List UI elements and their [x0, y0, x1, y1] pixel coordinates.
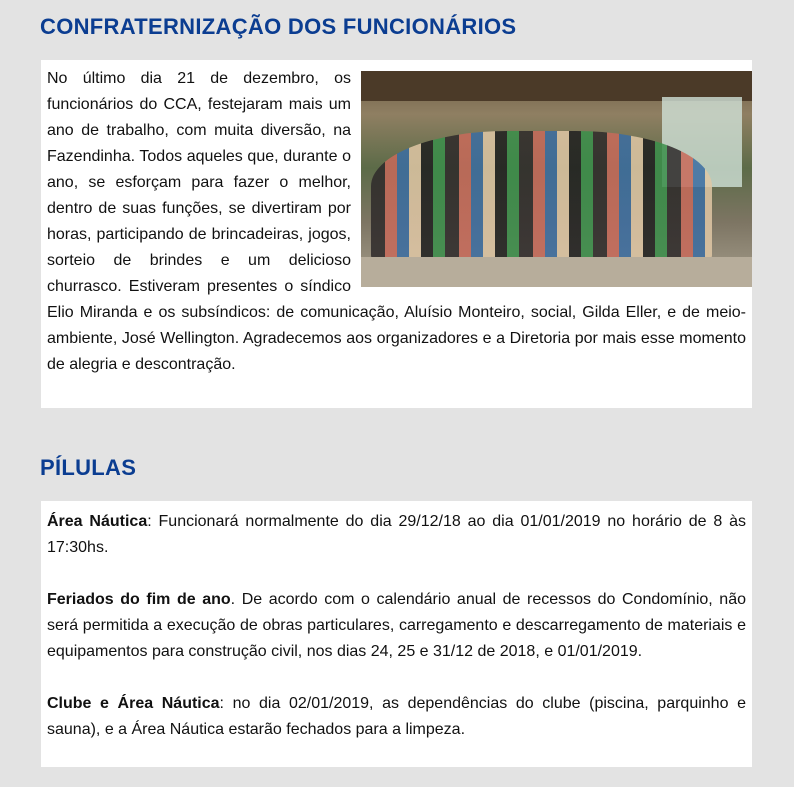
pilula-item: [47, 691, 746, 743]
pilulas-box: [41, 501, 752, 767]
group-photo: [361, 71, 752, 287]
article-text: No último dia 21 de dezembro, os funcionários do CCA, festejaram mais um ano de trabalho, com muita diversão, na Fazendinha. Todos aqueles que, durante o ano, se esforçam para fazer o melhor, dentro de suas funções, se divertiram por horas, participando de brincadeiras, jogos, sorteio de brindes e um delicioso churrasco. Estiveram presentes o síndico Elio Miranda e os subsíndicos: de comunicação, Aluísio Monteiro, social, Gilda Eller, e de meio-ambiente, José Wellington. Agradecemos aos organizadores e a Diretoria por mais esse momento de alegria e descontração.: [47, 70, 746, 373]
pilula-heading: Feriados do fim de ano: [47, 591, 231, 608]
section-title-confraternizacao: CONFRATERNIZAÇÃO DOS FUNCIONÁRIOS: [40, 14, 517, 39]
pilula-text: : no dia 02/01/2019, as dependências do clube (piscina, parquinho e sauna), e a Área Náutica estarão fechados para a limpeza.: [47, 695, 746, 738]
article-confraternizacao: [41, 60, 752, 408]
pilula-item: [47, 509, 746, 561]
pilula-heading: Área Náutica: [47, 513, 148, 530]
pilula-text: . De acordo com o calendário anual de recessos do Condomínio, não será permitida a execução de obras particulares, carregamento e descarregamento de materiais e equipamentos para construção civil, nos dias 24, 25 e 31/12 de 2018, e 01/01/2019.: [47, 591, 746, 660]
pilula-item: [47, 587, 746, 665]
pilula-text: : Funcionará normalmente do dia 29/12/18 ao dia 01/01/2019 no horário de 8 às 17:30hs.: [47, 513, 746, 556]
section-title-pilulas: PÍLULAS: [40, 455, 137, 480]
pilula-heading: Clube e Área Náutica: [47, 695, 220, 712]
